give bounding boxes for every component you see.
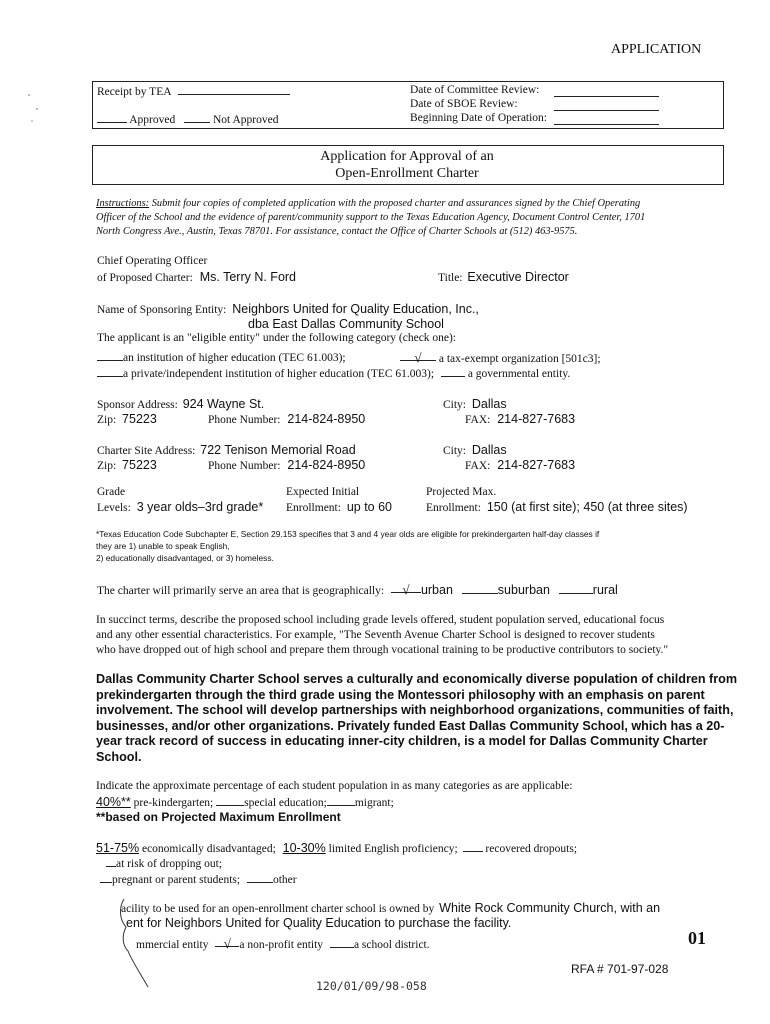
prek-label: pre-kindergarten; bbox=[133, 797, 214, 809]
receipt-label: Receipt by TEA bbox=[97, 86, 171, 98]
site-zip: 75223 bbox=[122, 458, 157, 472]
special-label: special education; bbox=[244, 797, 327, 809]
sponsor-city: Dallas bbox=[471, 397, 507, 411]
pregnant-label: pregnant or parent students; bbox=[112, 874, 241, 886]
site-fax-field bbox=[465, 458, 575, 472]
suburban-line[interactable] bbox=[462, 583, 498, 594]
description-line-3: involvement. The school will develop partnerships with neighborhood organizations, communities of faith, bbox=[96, 703, 734, 718]
site-zip-field bbox=[97, 458, 157, 472]
instructions-line-2: Officer of the School and the evidence of parent/community support to the Texas Education Agency, Document Control Center, 1701 bbox=[96, 212, 646, 223]
site-phone-label: Phone Number: bbox=[208, 460, 281, 472]
option-4-label: a governmental entity. bbox=[467, 368, 571, 380]
district-line[interactable] bbox=[330, 937, 354, 948]
enrollment2-value: 150 (at first site); 450 (at three sites) bbox=[486, 500, 688, 514]
risk-line[interactable] bbox=[106, 856, 116, 867]
nonprofit-check[interactable]: √ bbox=[215, 936, 239, 947]
sponsor-zip-field bbox=[97, 412, 157, 426]
facility-line-1 bbox=[121, 901, 660, 915]
receipt-field bbox=[97, 84, 290, 98]
risk-label: at risk of dropping out; bbox=[116, 858, 223, 870]
describe-prompt bbox=[96, 613, 668, 658]
description-line-2: prekindergarten through the third grade using the Montessori philosophy with an emphasis on parent bbox=[96, 687, 705, 702]
enrollment-field bbox=[286, 500, 392, 514]
urban-label: urban bbox=[420, 583, 453, 597]
beginning-line[interactable] bbox=[554, 114, 659, 125]
rural-line[interactable] bbox=[559, 583, 593, 594]
percent-label: Indicate the approximate percentage of each student population in as many categories as are applicable: bbox=[96, 780, 573, 792]
site-address-label: Charter Site Address: bbox=[97, 445, 196, 457]
title-line-2: Open-Enrollment Charter bbox=[335, 166, 479, 181]
scan-artifact-curve bbox=[110, 895, 160, 990]
not-approved-line[interactable] bbox=[184, 112, 210, 123]
migrant-line[interactable] bbox=[327, 795, 355, 806]
projected-label: Projected Max. bbox=[426, 486, 497, 498]
enrollment-label: Enrollment: bbox=[286, 502, 341, 514]
describe-line-3: who have dropped out of high school and prepare them through vocational training to be productive contributors to society." bbox=[96, 644, 669, 656]
sboe-field bbox=[410, 98, 518, 110]
page-label: APPLICATION bbox=[611, 42, 702, 57]
levels-value: 3 year olds–3rd grade* bbox=[136, 500, 264, 514]
beginning-field bbox=[410, 112, 547, 124]
committee-line[interactable] bbox=[554, 86, 659, 97]
scan-speck bbox=[36, 108, 38, 110]
instructions-line-3: North Congress Ave., Austin, Texas 78701. For assistance, contact the Office of Charter Schools at (512) 463-9575. bbox=[96, 226, 578, 237]
facility-text-1a: acility to be used for an open-enrollment charter school is owned by bbox=[121, 903, 435, 915]
officer-name: Ms. Terry N. Ford bbox=[199, 270, 297, 284]
percent-row-2 bbox=[96, 841, 577, 855]
pregnant-line[interactable] bbox=[100, 872, 112, 883]
dropouts-line[interactable] bbox=[463, 841, 483, 852]
committee-label: Date of Committee Review: bbox=[410, 84, 540, 96]
sponsor-address-field bbox=[97, 397, 264, 411]
not-approved-label: Not Approved bbox=[213, 114, 279, 126]
suburban-label: suburban bbox=[497, 583, 550, 597]
sboe-line[interactable] bbox=[554, 100, 659, 111]
dropouts-label: recovered dropouts; bbox=[485, 843, 578, 855]
projected-enrollment-field bbox=[426, 500, 688, 514]
sponsor-phone-field bbox=[208, 412, 365, 426]
levels-field bbox=[97, 500, 263, 514]
sponsor-fax: 214-827-7683 bbox=[497, 412, 576, 426]
sponsor-city-label: City: bbox=[443, 399, 467, 411]
instructions-line-1: Submit four copies of completed application with the proposed charter and assurances signed by the Chief Operating bbox=[149, 198, 641, 209]
site-phone-field bbox=[208, 458, 365, 472]
sponsor-phone: 214-824-8950 bbox=[287, 412, 366, 426]
site-fax-label: FAX: bbox=[465, 460, 491, 472]
sponsor-phone-label: Phone Number: bbox=[208, 414, 281, 426]
footnote-line-1: *Texas Education Code Subchapter E, Section 29.153 specifies that 3 and 4 year olds are eligible for prekindergarten half-day classes if bbox=[96, 529, 600, 539]
receipt-line[interactable] bbox=[178, 84, 290, 95]
footnote-line-3: 2) educationally disadvantaged, or 3) homeless. bbox=[96, 553, 274, 563]
approved-line[interactable] bbox=[97, 112, 127, 123]
sponsor-street: 924 Wayne St. bbox=[182, 397, 265, 411]
percent-note: **based on Projected Maximum Enrollment bbox=[96, 810, 341, 824]
sponsor-zip-label: Zip: bbox=[97, 414, 117, 426]
levels-label: Levels: bbox=[97, 502, 131, 514]
site-street: 722 Tenison Memorial Road bbox=[200, 443, 356, 457]
urban-check[interactable]: √ bbox=[391, 582, 421, 593]
prek-value[interactable]: 40%** bbox=[96, 795, 131, 809]
page-number: 01 bbox=[688, 928, 706, 948]
enrollment-value: up to 60 bbox=[346, 500, 392, 514]
lep-label: limited English proficiency; bbox=[328, 843, 458, 855]
footnote bbox=[96, 528, 599, 564]
approved-label: Approved bbox=[129, 114, 176, 126]
rfa-number: RFA # 701-97-028 bbox=[571, 962, 669, 976]
facility-text-3c: a school district. bbox=[353, 939, 430, 951]
site-phone: 214-824-8950 bbox=[287, 458, 366, 472]
description-line-1: Dallas Community Charter School serves a culturally and economically diverse population of children from bbox=[96, 672, 738, 686]
percent-row-4 bbox=[100, 872, 297, 886]
beginning-label: Beginning Date of Operation: bbox=[410, 112, 548, 124]
eligible-option-2 bbox=[400, 350, 601, 365]
footnote-line-2: they are 1) unable to speak English, bbox=[96, 541, 230, 551]
area-label: The charter will primarily serve an area that is geographically: bbox=[97, 585, 385, 597]
facility-owner: White Rock Community Church, with an bbox=[439, 901, 661, 915]
officer-label-1: Chief Operating Officer bbox=[97, 255, 208, 267]
site-city-label: City: bbox=[443, 445, 467, 457]
facility-text-3b: a non-profit entity bbox=[239, 939, 324, 951]
facility-line-3 bbox=[136, 936, 430, 951]
option-3-line[interactable] bbox=[97, 366, 123, 377]
sboe-label: Date of SBOE Review: bbox=[410, 98, 518, 110]
site-fax: 214-827-7683 bbox=[497, 458, 576, 472]
sponsor-field bbox=[97, 302, 479, 316]
officer-title-label: Title: bbox=[438, 272, 463, 284]
officer-title-field bbox=[438, 270, 569, 284]
option-1-label: an institution of higher education (TEC 61.003); bbox=[123, 352, 346, 364]
site-address-field bbox=[97, 443, 356, 457]
migrant-label: migrant; bbox=[354, 797, 394, 809]
other-label: other bbox=[272, 874, 297, 886]
option-1-line[interactable] bbox=[97, 350, 123, 361]
sponsor-fax-label: FAX: bbox=[465, 414, 491, 426]
site-city: Dallas bbox=[471, 443, 507, 457]
facility-line-2: ent for Neighbors United for Quality Education to purchase the facility. bbox=[126, 916, 512, 930]
expected-label: Expected Initial bbox=[286, 486, 360, 498]
form-title bbox=[92, 148, 722, 182]
eligible-label: The applicant is an "eligible entity" under the following category (check one): bbox=[97, 332, 457, 344]
sponsor-zip: 75223 bbox=[122, 412, 157, 426]
other-line[interactable] bbox=[247, 872, 273, 883]
committee-field bbox=[410, 84, 539, 96]
sponsor-fax-field bbox=[465, 412, 575, 426]
description-line-4: businesses, and/or other organizations. Privately funded East Dallas Community School, which has a 20- bbox=[96, 718, 725, 733]
option-2-label: a tax-exempt organization [501c3]; bbox=[438, 353, 601, 365]
describe-line-1: In succinct terms, describe the proposed school including grade levels offered, student population served, educational focus bbox=[96, 614, 665, 626]
eligible-option-3 bbox=[97, 366, 570, 380]
instructions-lead: Instructions: bbox=[96, 198, 150, 209]
enrollment2-label: Enrollment: bbox=[426, 502, 481, 514]
rural-label: rural bbox=[592, 583, 618, 597]
sponsor-city-field bbox=[443, 397, 507, 411]
sponsor-label: Name of Sponsoring Entity: bbox=[97, 304, 227, 316]
facility-text-3a: mmercial entity bbox=[136, 939, 209, 951]
econ-label: economically disadvantaged; bbox=[141, 843, 276, 855]
officer-field bbox=[97, 270, 296, 284]
document-stamp: 120/01/09/98-058 bbox=[316, 979, 427, 993]
grade-label: Grade bbox=[97, 486, 126, 498]
econ-value[interactable]: 51-75% bbox=[96, 841, 140, 855]
sponsor-dba: dba East Dallas Community School bbox=[248, 317, 444, 331]
scan-speck bbox=[28, 94, 30, 96]
officer-title-value: Executive Director bbox=[467, 270, 569, 284]
title-line-1: Application for Approval of an bbox=[320, 149, 494, 164]
option-3-label: a private/independent institution of higher education (TEC 61.003); bbox=[123, 368, 435, 380]
option-4-line[interactable] bbox=[441, 366, 465, 377]
school-description bbox=[96, 672, 737, 766]
percent-row-3 bbox=[106, 856, 222, 870]
instructions bbox=[96, 197, 645, 239]
scan-speck bbox=[31, 120, 33, 122]
sponsor-address-label: Sponsor Address: bbox=[97, 399, 178, 411]
site-zip-label: Zip: bbox=[97, 460, 117, 472]
lep-value[interactable]: 10-30% bbox=[282, 841, 326, 855]
sponsor-name: Neighbors United for Quality Education, Inc., bbox=[232, 302, 479, 316]
percent-row-1 bbox=[96, 795, 394, 809]
option-2-check[interactable]: √ bbox=[400, 350, 436, 361]
eligible-option-1 bbox=[97, 350, 346, 364]
approval-field bbox=[97, 112, 278, 126]
description-line-6: School. bbox=[96, 749, 142, 764]
area-field bbox=[97, 582, 618, 597]
describe-line-2: and any other essential characteristics. For example, "The Seventh Avenue Charter School is designed to recover students bbox=[96, 629, 655, 641]
special-line[interactable] bbox=[216, 795, 244, 806]
officer-label-2: of Proposed Charter: bbox=[97, 272, 193, 284]
site-city-field bbox=[443, 443, 507, 457]
description-line-5: year track record of success in educating inner-city children, is a model for Dallas Community Charter bbox=[96, 734, 708, 749]
